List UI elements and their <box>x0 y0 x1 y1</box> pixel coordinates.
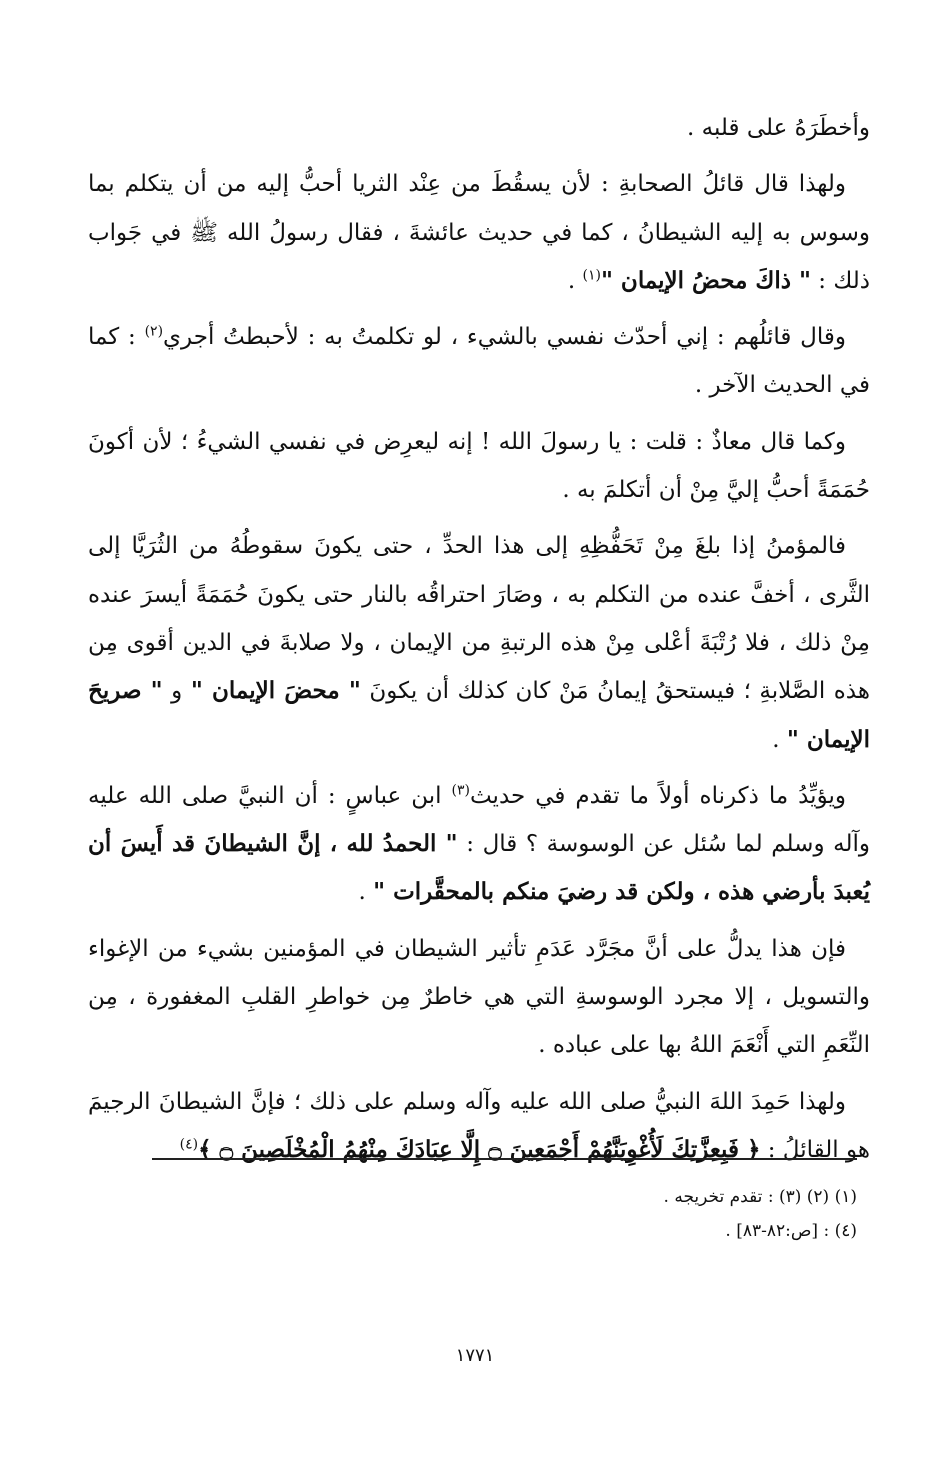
footnote-reference: (٣) <box>451 782 470 799</box>
text-run: ويؤيِّدُ ما ذكرناه أولاً ما تقدم في حديث <box>469 782 846 809</box>
emphasized-text: ﴿ فَبِعِزَّتِكَ لَأُغْوِيَنَّهُمْ أَجْمَعِينَ ۝ إِلَّا عِبَادَكَ مِنْهُمُ الْمُخْلَصِينَ ۝ ﴾ <box>198 1135 761 1163</box>
paragraph <box>88 160 870 305</box>
text-run: . <box>358 879 374 906</box>
paragraph <box>88 772 870 917</box>
text-run: ابن عباسٍ : أن النبيَّ صلى الله عليه وآله وسلم لما سُئل عن الوسوسة ؟ قال : <box>88 782 870 858</box>
text-run: ولهذا قال قائلُ الصحابةِ : لأن يسقُطَ من عِنْد الثريا أحبُّ إليه من أن يتكلم بما وسوس به إليه الشيطانُ ، كما في حديث عائشةَ ، فقال رسولُ الله ﷺ في جَواب ذلك : <box>88 171 870 294</box>
text-run: . <box>567 267 583 294</box>
footnote-divider <box>152 1158 857 1160</box>
text-run: . <box>772 726 787 753</box>
emphasized-text: " صريحَ الإيمان " <box>88 677 870 753</box>
emphasized-text: " الحمدُ لله ، إنَّ الشيطانَ قد أَيسَ أن يُعبدَ بأرضي هذه ، ولكن قد رضيَ منكم بالمحقَّرات " <box>88 830 870 906</box>
text-run: فإن هذا يدلُّ على أنَّ مجَرَّد عَدَمِ تأثير الشيطان في المؤمنين بشيء من الإغواء والتسويل ، إلا مجرد الوسوسةِ التي هي خاطرٌ مِن خواطرِ القلبِ المغفورة ، مِن النِّعَمِ التي أَنْعَمَ اللهُ بها على عباده . <box>88 935 870 1059</box>
text-run: : كما في الحديث الآخر . <box>88 324 870 399</box>
text-run: ولهذا حَمِدَ اللهَ النبيُّ صلى الله عليه وآله وسلم على ذلك ؛ فإنَّ الشيطانَ الرجيمَ هو القائلُ : <box>88 1088 870 1163</box>
footnote-reference: (١) <box>582 267 601 284</box>
text-run: وأخطَرَهُ على قلبه . <box>687 115 870 141</box>
footnote: (١) (٢) (٣) : تقدم تخريجه . <box>663 1187 857 1207</box>
paragraph <box>88 522 870 763</box>
paragraph <box>88 313 870 410</box>
footnotes <box>152 1180 857 1248</box>
footnote: (٤) : [ص:٨٢-٨٣] . <box>725 1221 857 1241</box>
text-run: فالمؤمنُ إذا بلغَ مِنْ تَحَفُّظِهِ إلى هذا الحدِّ ، حتى يكونَ سقوطُهُ من الثُرَيَّا إلى الثَّرى ، أخفَّ عنده من التكلم به ، وصَارَ احتراقُه بالنار حتى يكونَ حُمَمَةً أيسرَ عنده مِنْ ذلك ، فلا رُتْبَةَ أعْلى مِنْ هذه الرتبةِ من الإيمان ، ولا صلابةَ في الدين أقوى مِن هذه الصَّلابةِ ؛ فيستحقُ إيمانُ مَنْ كان كذلك أن يكونَ <box>88 533 870 705</box>
footnote-reference: (٤) <box>179 1136 199 1153</box>
paragraph <box>88 418 870 515</box>
body-text <box>88 104 870 1182</box>
paragraph <box>88 925 870 1070</box>
text-run: وكما قال معاذٌ : قلت : يا رسولَ الله ! إنه ليعرِض في نفسي الشيءُ ؛ لأن أكونَ حُمَمَةً أحبُّ إليَّ مِنْ أن أتكلمَ به . <box>88 428 870 504</box>
text-run: وقال قائلُهم : إني أحدّث نفسي بالشيء ، لو تكلمتُ به : لأحبطتُ أجري <box>163 324 846 351</box>
paragraph <box>88 104 870 152</box>
emphasized-text: " محضَ الإيمان " <box>190 677 361 705</box>
footnote-reference: (٢) <box>144 323 164 340</box>
emphasized-text: " ذاكَ محضُ الإيمان " <box>600 266 811 294</box>
text-run: و <box>162 678 191 705</box>
page-number: ١٧٧١ <box>455 1345 495 1366</box>
